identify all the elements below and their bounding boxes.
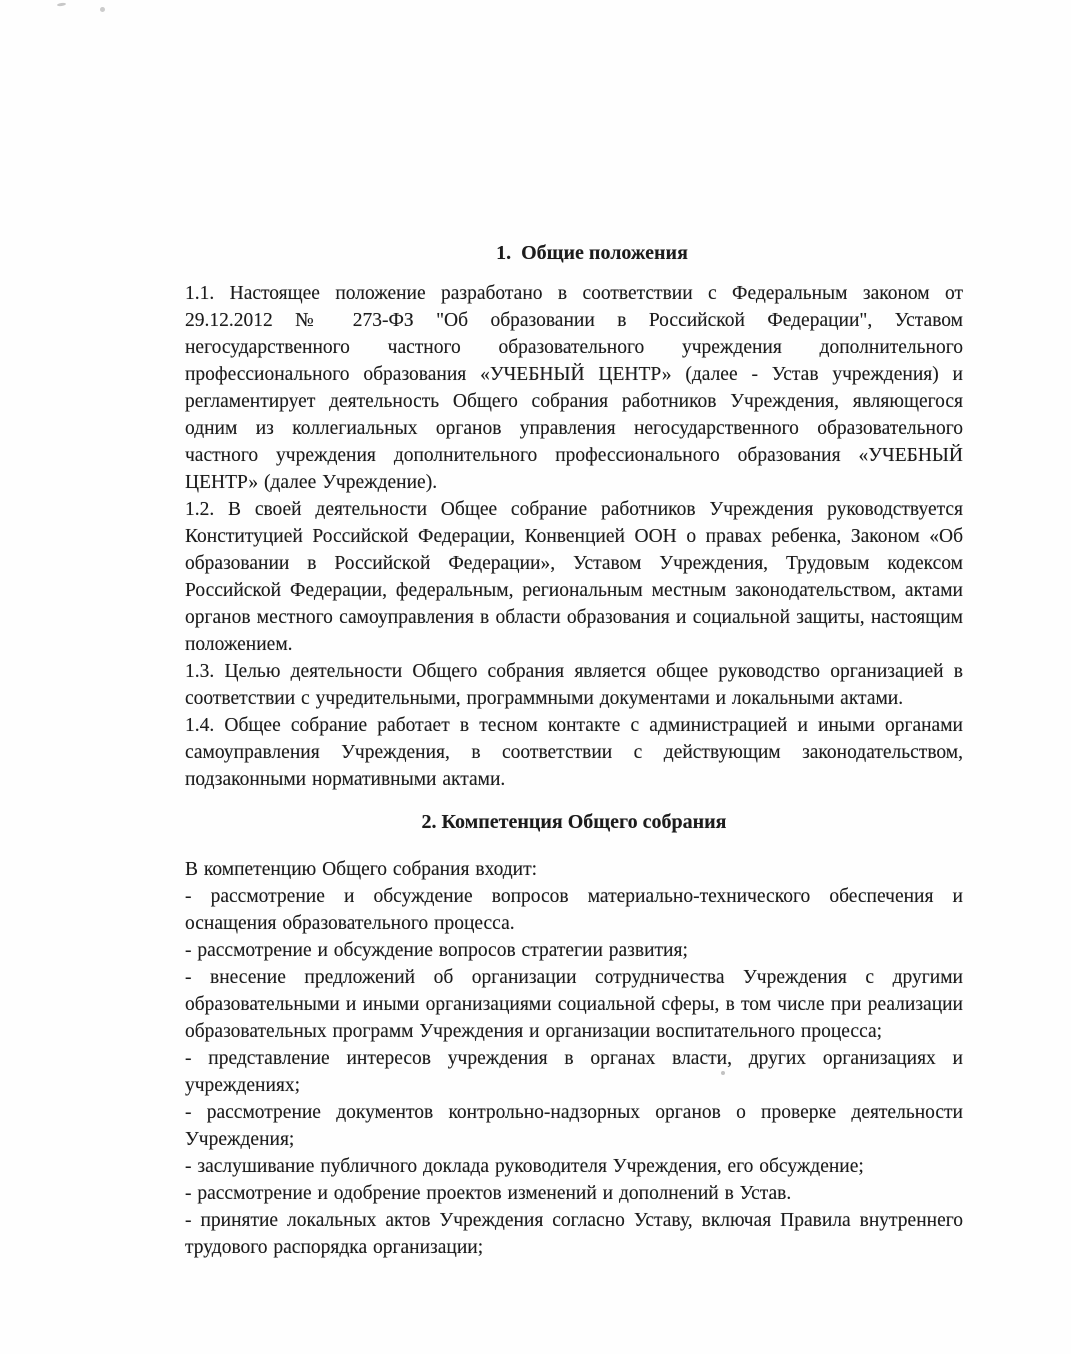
competence-item-1: - рассмотрение и обсуждение вопросов материально-технического обеспечения и оснащения образовательного процесса. bbox=[185, 886, 963, 934]
competence-item-4: - представление интересов учреждения в органах власти, других организациях и учреждениях; bbox=[185, 1048, 963, 1096]
section-2-heading: 2. Компетенция Общего собрания bbox=[421, 811, 727, 833]
competence-item-2: - рассмотрение и обсуждение вопросов стратегии развития; bbox=[185, 940, 688, 961]
paragraph-1-4: 1.4. Общее собрание работает в тесном контакте с администрацией и иными органами самоуправления Учреждения, в соответствии с действующим законодательством, подзаконными нормативными актами. bbox=[185, 715, 963, 790]
competence-item-6: - заслушивание публичного доклада руководителя Учреждения, его обсуждение; bbox=[185, 1156, 864, 1177]
competence-item-5: - рассмотрение документов контрольно-надзорных органов о проверке деятельности Учреждения; bbox=[185, 1102, 963, 1150]
competence-item-8: - принятие локальных актов Учреждения согласно Уставу, включая Правила внутреннего трудового распорядка организации; bbox=[185, 1210, 963, 1258]
paragraph-1-3: 1.3. Целью деятельности Общего собрания является общее руководство организацией в соответствии с учредительными, программными документами и локальными актами. bbox=[185, 661, 963, 709]
competence-item-3: - внесение предложений об организации сотрудничества Учреждения с другими образовательными и иными организациями социальной сферы, в том числе при реализации образовательных программ Учреждения и организации воспитательного процесса; bbox=[185, 967, 963, 1042]
document-body bbox=[185, 240, 963, 1261]
competence-item-7: - рассмотрение и одобрение проектов изменений и дополнений в Устав. bbox=[185, 1183, 792, 1204]
paragraph-1-1: 1.1. Настоящее положение разработано в соответствии с Федеральным законом от 29.12.2012 № 273-ФЗ "Об образовании в Российской Федерации", Уставом негосударственного частного образовательного учреждения дополнительного профессионального образования «УЧЕБНЫЙ ЦЕНТР» (далее - Устав учреждения) и регламентирует деятельность Общего собрания работников Учреждения, являющегося одним из коллегиальных органов управления негосударственного образовательного частного учреждения дополнительного профессионального образования «УЧЕБНЫЙ ЦЕНТР» (далее Учреждение). bbox=[185, 283, 963, 493]
paragraph-1-2: 1.2. В своей деятельности Общее собрание работников Учреждения руководствуется Конституцией Российской Федерации, Конвенцией ООН о правах ребенка, Законом «Об образовании в Российской Федерации», Уставом Учреждения, Трудовым кодексом Российской Федерации, федеральным, региональным местным законодательством, актами органов местного самоуправления в области образования и социальной защиты, настоящим положением. bbox=[185, 499, 963, 655]
section-2-intro: В компетенцию Общего собрания входит: bbox=[185, 859, 538, 880]
scan-artifact-speck bbox=[57, 2, 66, 6]
scan-artifact-speck bbox=[100, 7, 105, 12]
section-1-heading: 1. Общие положения bbox=[496, 242, 688, 264]
